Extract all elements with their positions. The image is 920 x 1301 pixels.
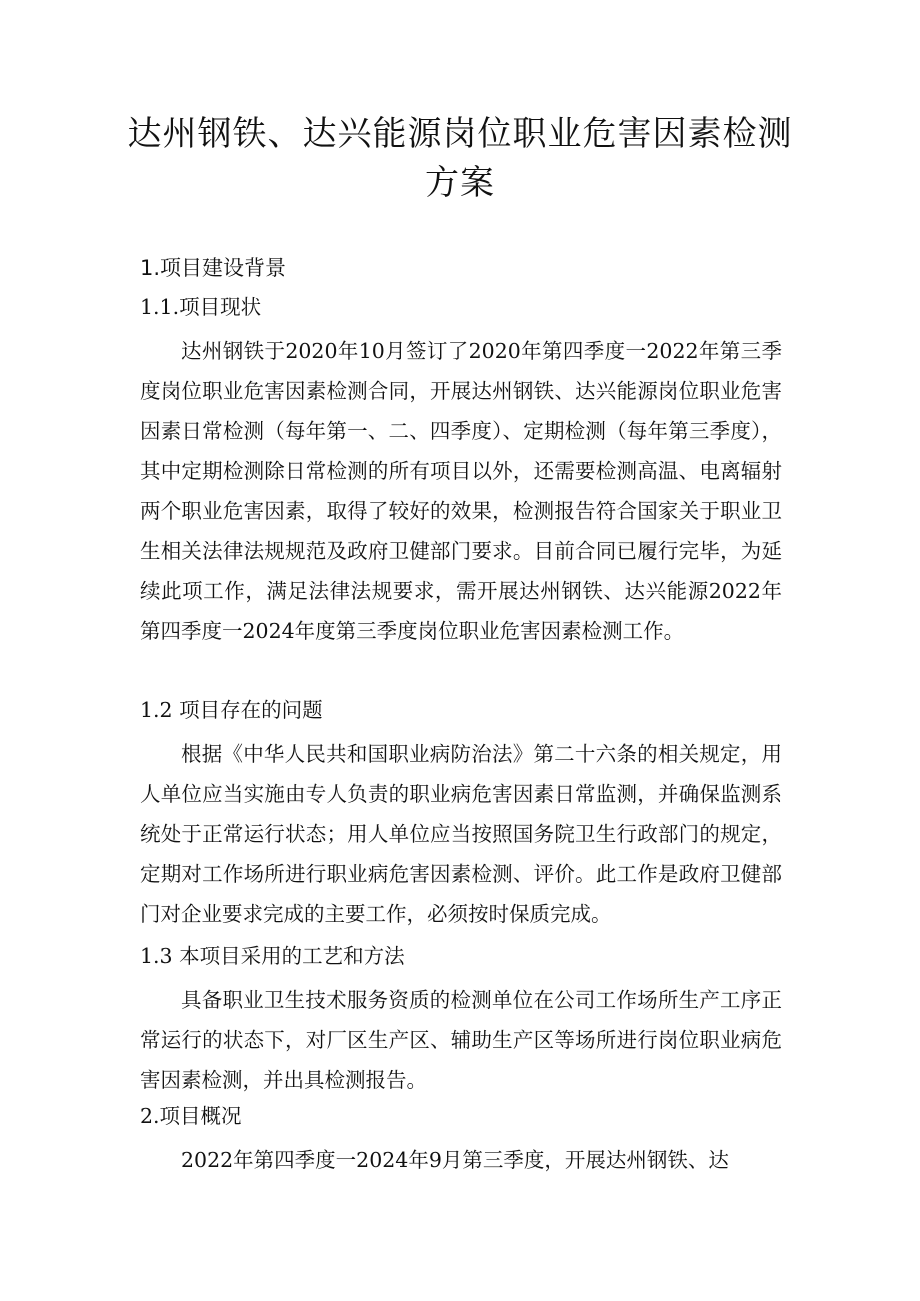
section-1-1-paragraph: 达州钢铁于2020年10月签订了2020年第四季度一2022年第三季度岗位职业危害因素检测合同，开展达州钢铁、达兴能源岗位职业危害因素日常检测（每年第一、二、四季度）、定期检测（每年第三季度），其中定期检测除日常检测的所有项目以外，还需要检测高温、电离辐射两个职业危害因素，取得了较好的效果，检测报告符合国家关于职业卫生相关法律法规规范及政府卫健部门要求。目前合同已履行完毕，为延续此项工作，满足法律法规要求，需开展达州钢铁、达兴能源2022年第四季度一2024年度第三季度岗位职业危害因素检测工作。 [140,339,782,643]
section-1-heading: 1.项目建设背景 [140,256,287,280]
document-title-line-1: 达州钢铁、达兴能源岗位职业危害因素检测 [127,114,793,154]
section-2-heading: 2.项目概况 [140,1104,242,1128]
section-1-2-paragraph: 根据《中华人民共和国职业病防治法》第二十六条的相关规定，用人单位应当实施由专人负责的职业病危害因素日常监测，并确保监测系统处于正常运行状态；用人单位应当按照国务院卫生行政部门的规定，定期对工作场所进行职业病危害因素检测、评价。此工作是政府卫健部门对企业要求完成的主要工作，必须按时保质完成。 [140,742,782,926]
document-title-line-2: 方案 [425,163,495,203]
section-1-3-paragraph: 具备职业卫生技术服务资质的检测单位在公司工作场所生产工序正常运行的状态下，对厂区生产区、辅助生产区等场所进行岗位职业病危害因素检测，并出具检测报告。 [140,988,782,1092]
section-2-paragraph: 2022年第四季度一2024年9月第三季度，开展达州钢铁、达 [181,1148,729,1172]
section-1-3-heading: 1.3 本项目采用的工艺和方法 [140,944,405,968]
section-1-2-heading: 1.2 项目存在的问题 [140,698,323,722]
section-1-1-heading: 1.1.项目现状 [140,295,262,319]
